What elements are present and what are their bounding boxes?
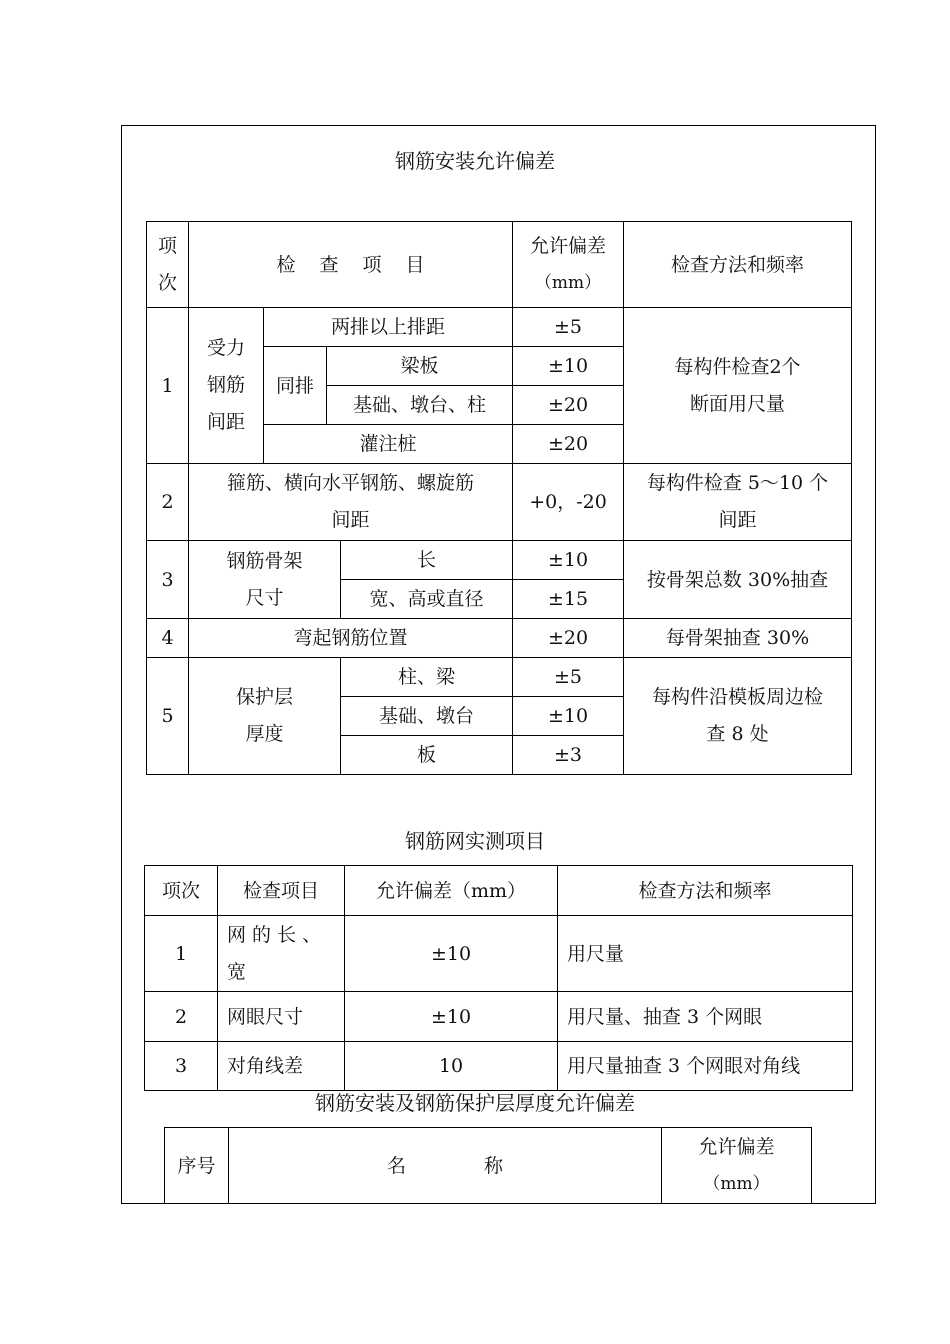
- row-method: 每骨架抽查 30%: [624, 619, 852, 658]
- table-row: [147, 541, 852, 580]
- row-tolerance: ±10: [513, 541, 624, 580]
- row-tolerance: 10: [345, 1042, 558, 1091]
- row-number: 2: [147, 464, 189, 541]
- row-tolerance: ±5: [513, 308, 624, 347]
- row-subcategory: 同排: [264, 347, 327, 425]
- row-number: 4: [147, 619, 189, 658]
- table2-title: 钢筋网实测项目: [405, 829, 545, 853]
- row-tolerance: ±10: [513, 347, 624, 386]
- row-item: 网 的 长 、 宽: [218, 916, 345, 992]
- row-number: 2: [145, 992, 218, 1042]
- row-method: 每构件检查 5～10 个 间距: [624, 464, 852, 541]
- table2-header-row: [145, 866, 853, 916]
- row-tolerance: ±3: [513, 736, 624, 775]
- row-tolerance: ±5: [513, 658, 624, 697]
- table-row: [145, 992, 853, 1042]
- row-number: 3: [147, 541, 189, 619]
- row-number: 5: [147, 658, 189, 775]
- header-name: 名称: [229, 1128, 662, 1204]
- row-number: 3: [145, 1042, 218, 1091]
- row-item: 基础、墩台、柱: [327, 386, 513, 425]
- table-row: [147, 464, 852, 541]
- row-method: 用尺量: [558, 916, 853, 992]
- row-tolerance: ±20: [513, 386, 624, 425]
- header-tolerance: 允许偏差 （mm）: [513, 222, 624, 308]
- row-number: 1: [147, 308, 189, 464]
- header-method: 检查方法和频率: [624, 222, 852, 308]
- row-method: 按骨架总数 30%抽查: [624, 541, 852, 619]
- row-method: 每构件沿模板周边检 查 8 处: [624, 658, 852, 775]
- row-item: 对角线差: [218, 1042, 345, 1091]
- row-item: 柱、梁: [341, 658, 513, 697]
- row-tolerance: ±10: [345, 992, 558, 1042]
- row-number: 1: [145, 916, 218, 992]
- header-item-no: 项 次: [147, 222, 189, 308]
- table1-header-row: [147, 222, 852, 308]
- row-method: 每构件检查2个 断面用尺量: [624, 308, 852, 464]
- cover-thickness-table: [164, 1127, 812, 1204]
- row-tolerance: ±15: [513, 580, 624, 619]
- row-item: 灌注桩: [264, 425, 513, 464]
- table-row: [145, 916, 853, 992]
- row-tolerance: ±10: [513, 697, 624, 736]
- row-item: 长: [341, 541, 513, 580]
- row-item: 箍筋、横向水平钢筋、螺旋筋 间距: [189, 464, 513, 541]
- row-tolerance: ±10: [345, 916, 558, 992]
- row-item: 两排以上排距: [264, 308, 513, 347]
- table-row: [145, 1042, 853, 1091]
- row-item: 板: [341, 736, 513, 775]
- header-check-item: 检查项目: [189, 222, 513, 308]
- tolerance-table: [146, 221, 852, 775]
- row-category: 受力 钢筋 间距: [189, 308, 264, 464]
- table-row: [147, 658, 852, 697]
- row-method: 用尺量抽查 3 个网眼对角线: [558, 1042, 853, 1091]
- row-item: 网眼尺寸: [218, 992, 345, 1042]
- row-tolerance: ±20: [513, 425, 624, 464]
- table3-header-row: [165, 1128, 812, 1204]
- row-category: 钢筋骨架 尺寸: [189, 541, 341, 619]
- row-category: 保护层 厚度: [189, 658, 341, 775]
- mesh-table: [144, 865, 853, 1091]
- header-serial-no: 序号: [165, 1128, 229, 1204]
- table-row: [147, 308, 852, 347]
- header-item-no: 项次: [145, 866, 218, 916]
- row-item: 宽、高或直径: [341, 580, 513, 619]
- header-tolerance: 允许偏差（mm）: [345, 866, 558, 916]
- table3-title: 钢筋安装及钢筋保护层厚度允许偏差: [315, 1091, 635, 1115]
- row-tolerance: +0，-20: [513, 464, 624, 541]
- table1-title: 钢筋安装允许偏差: [395, 149, 555, 173]
- header-check-item: 检查项目: [218, 866, 345, 916]
- row-item: 梁板: [327, 347, 513, 386]
- row-item: 弯起钢筋位置: [189, 619, 513, 658]
- row-tolerance: ±20: [513, 619, 624, 658]
- table-row: [147, 619, 852, 658]
- header-method: 检查方法和频率: [558, 866, 853, 916]
- header-tolerance: 允许偏差 （mm）: [662, 1128, 812, 1204]
- row-item: 基础、墩台: [341, 697, 513, 736]
- row-method: 用尺量、抽查 3 个网眼: [558, 992, 853, 1042]
